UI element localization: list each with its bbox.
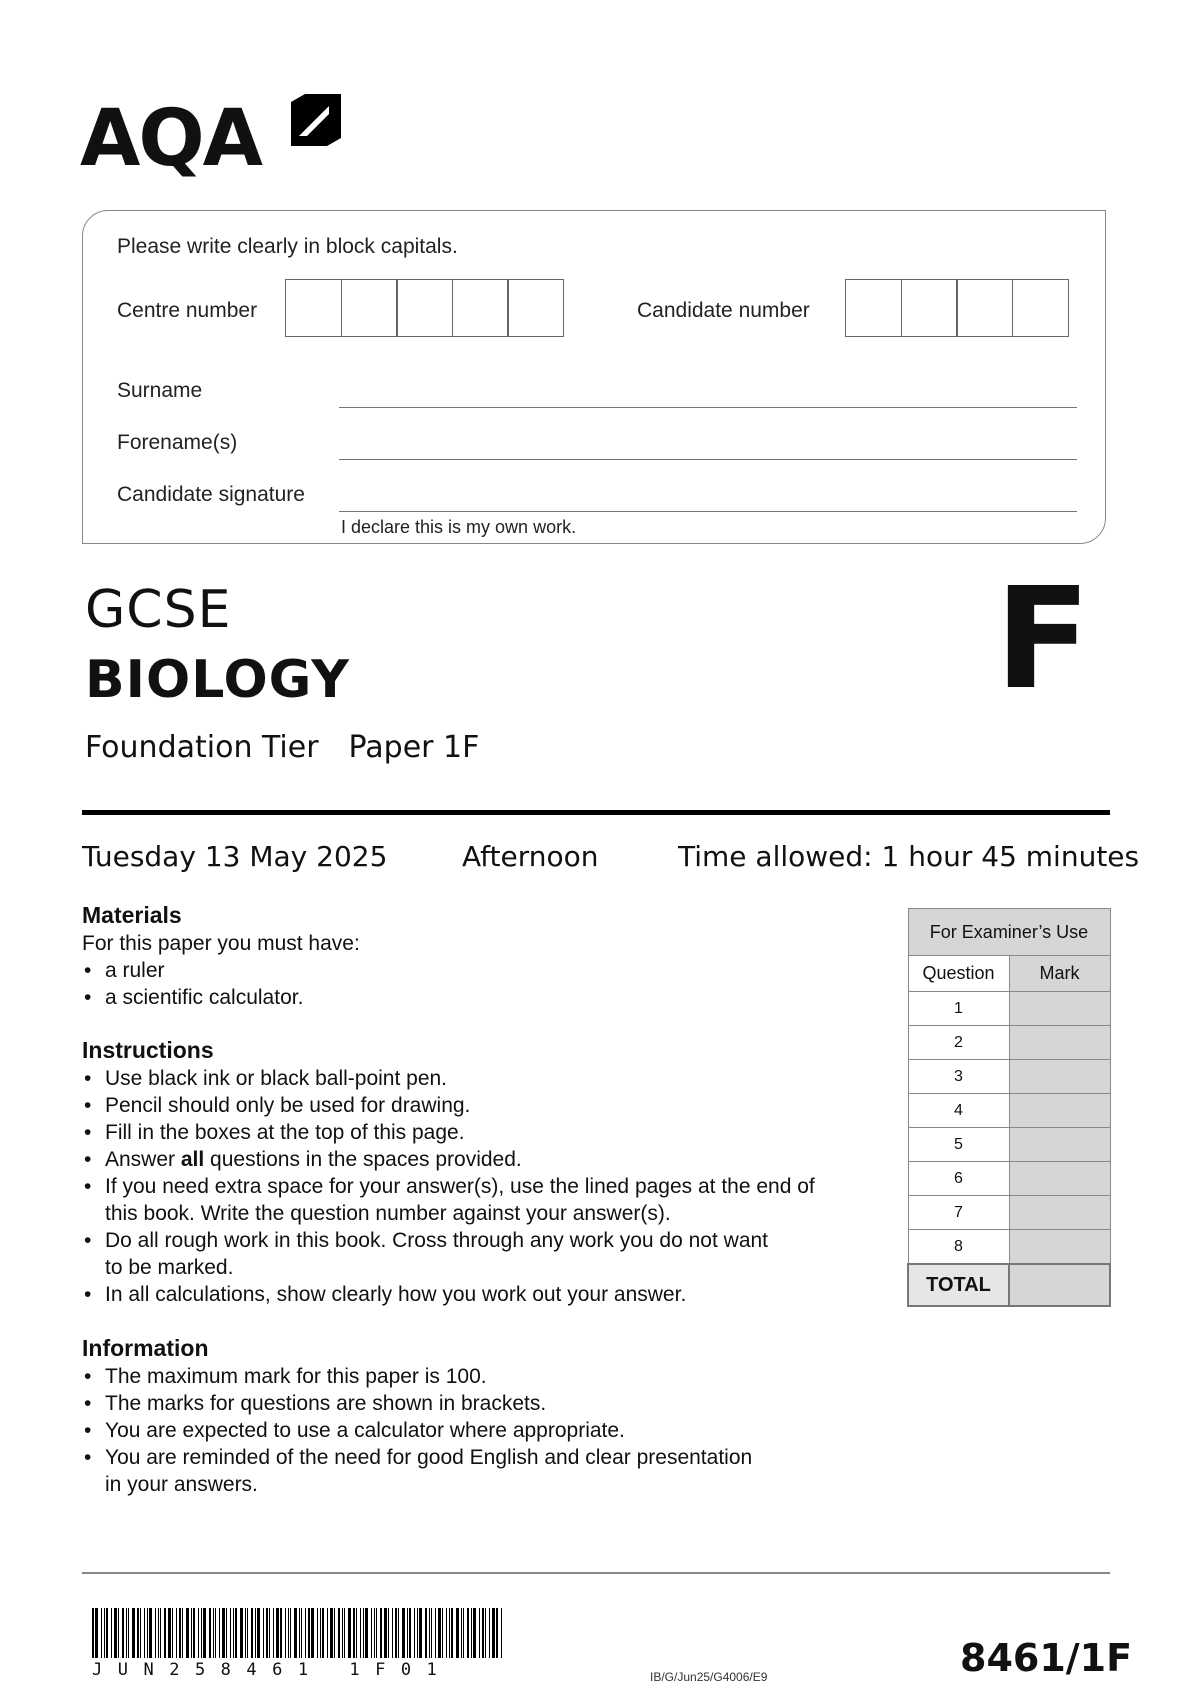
centre-number-label: Centre number	[117, 299, 258, 322]
centre-number-cell[interactable]	[507, 279, 564, 337]
logo-tick-icon	[285, 92, 345, 152]
candidate-details-box	[82, 210, 1106, 544]
information-section	[82, 1335, 882, 1498]
centre-number-cell[interactable]	[452, 279, 509, 337]
surname-field[interactable]	[339, 407, 1077, 408]
information-item: • The maximum mark for this paper is 100.	[82, 1363, 882, 1390]
forename-field[interactable]	[339, 459, 1077, 460]
materials-heading: Materials	[82, 902, 182, 928]
mark-cell	[1009, 1196, 1110, 1230]
question-number: 6	[908, 1162, 1009, 1196]
surname-label: Surname	[117, 379, 203, 402]
information-item: • You are reminded of the need for good English and clear presentation in your answers.	[82, 1444, 882, 1498]
tier-and-paper	[85, 730, 479, 765]
candidate-number-cell[interactable]	[901, 279, 958, 337]
examiner-table-title: For Examiner’s Use	[908, 909, 1110, 956]
mark-cell	[1009, 1162, 1110, 1196]
instructions-section	[82, 1037, 882, 1308]
question-number: 8	[908, 1230, 1009, 1265]
question-number: 7	[908, 1196, 1009, 1230]
forename-label: Forename(s)	[117, 431, 238, 454]
candidate-number-cell[interactable]	[956, 279, 1013, 337]
instruction-item: • If you need extra space for your answer(s), use the lined pages at the end of this book. Write the question number against your answer(s).	[82, 1173, 882, 1227]
exam-date: Tuesday 13 May 2025	[82, 840, 388, 873]
candidate-number-boxes[interactable]	[845, 279, 1067, 337]
question-number: 2	[908, 1026, 1009, 1060]
centre-number-cell[interactable]	[285, 279, 342, 337]
document-reference: IB/G/Jun25/G4006/E9	[650, 1670, 768, 1684]
qualification-title: GCSE	[85, 580, 232, 640]
aqa-logo	[80, 88, 350, 188]
instruction-item: • Do all rough work in this book. Cross through any work you do not want to be marked.	[82, 1227, 882, 1281]
instruction-item: • Answer all questions in the spaces provided.	[82, 1146, 882, 1173]
centre-number-cell[interactable]	[341, 279, 398, 337]
materials-item: • a scientific calculator.	[82, 984, 882, 1011]
examiner-use-table	[907, 908, 1111, 1307]
mark-cell	[1009, 1128, 1110, 1162]
mark-cell	[1009, 1094, 1110, 1128]
materials-item: • a ruler	[82, 957, 882, 984]
total-mark-cell	[1009, 1264, 1110, 1306]
barcode-text: JUN258461 1F01	[92, 1660, 453, 1680]
instruction-item: • Use black ink or black ball-point pen.	[82, 1065, 882, 1092]
question-number: 4	[908, 1094, 1009, 1128]
tier-label: Foundation Tier	[85, 730, 319, 765]
materials-section	[82, 902, 882, 1011]
question-column-header: Question	[908, 956, 1009, 992]
signature-label: Candidate signature	[117, 483, 305, 506]
mark-cell	[1009, 992, 1110, 1026]
mark-cell	[1009, 1060, 1110, 1094]
question-number: 5	[908, 1128, 1009, 1162]
instructions-heading: Instructions	[82, 1037, 214, 1063]
time-allowed: Time allowed: 1 hour 45 minutes	[678, 840, 1140, 873]
centre-number-boxes[interactable]	[285, 279, 563, 337]
mark-cell	[1009, 1230, 1110, 1265]
information-item: • The marks for questions are shown in brackets.	[82, 1390, 882, 1417]
header-divider	[82, 810, 1110, 815]
tier-letter: F	[995, 558, 1091, 721]
candidate-number-cell[interactable]	[845, 279, 902, 337]
materials-intro: For this paper you must have:	[82, 932, 360, 955]
instruction-item: • Fill in the boxes at the top of this page.	[82, 1119, 882, 1146]
footer-divider	[82, 1572, 1110, 1574]
candidate-number-cell[interactable]	[1012, 279, 1069, 337]
total-label: TOTAL	[908, 1264, 1009, 1306]
instruction-item: • In all calculations, show clearly how you work out your answer.	[82, 1281, 882, 1308]
exam-session: Afternoon	[462, 840, 599, 873]
subject-title: BIOLOGY	[85, 650, 350, 710]
mark-column-header: Mark	[1009, 956, 1110, 992]
declaration-text: I declare this is my own work.	[341, 517, 577, 537]
candidate-number-label: Candidate number	[637, 299, 810, 322]
question-number: 1	[908, 992, 1009, 1026]
instruction-item: • Pencil should only be used for drawing.	[82, 1092, 882, 1119]
information-heading: Information	[82, 1335, 209, 1361]
information-item: • You are expected to use a calculator where appropriate.	[82, 1417, 882, 1444]
centre-number-cell[interactable]	[396, 279, 453, 337]
question-number: 3	[908, 1060, 1009, 1094]
block-capitals-instruction: Please write clearly in block capitals.	[117, 235, 458, 258]
paper-label: Paper 1F	[348, 730, 480, 765]
paper-code: 8461/1F	[960, 1636, 1133, 1680]
logo-text: AQA	[80, 94, 262, 184]
mark-cell	[1009, 1026, 1110, 1060]
signature-field[interactable]	[339, 511, 1077, 512]
barcode-icon	[92, 1608, 506, 1658]
